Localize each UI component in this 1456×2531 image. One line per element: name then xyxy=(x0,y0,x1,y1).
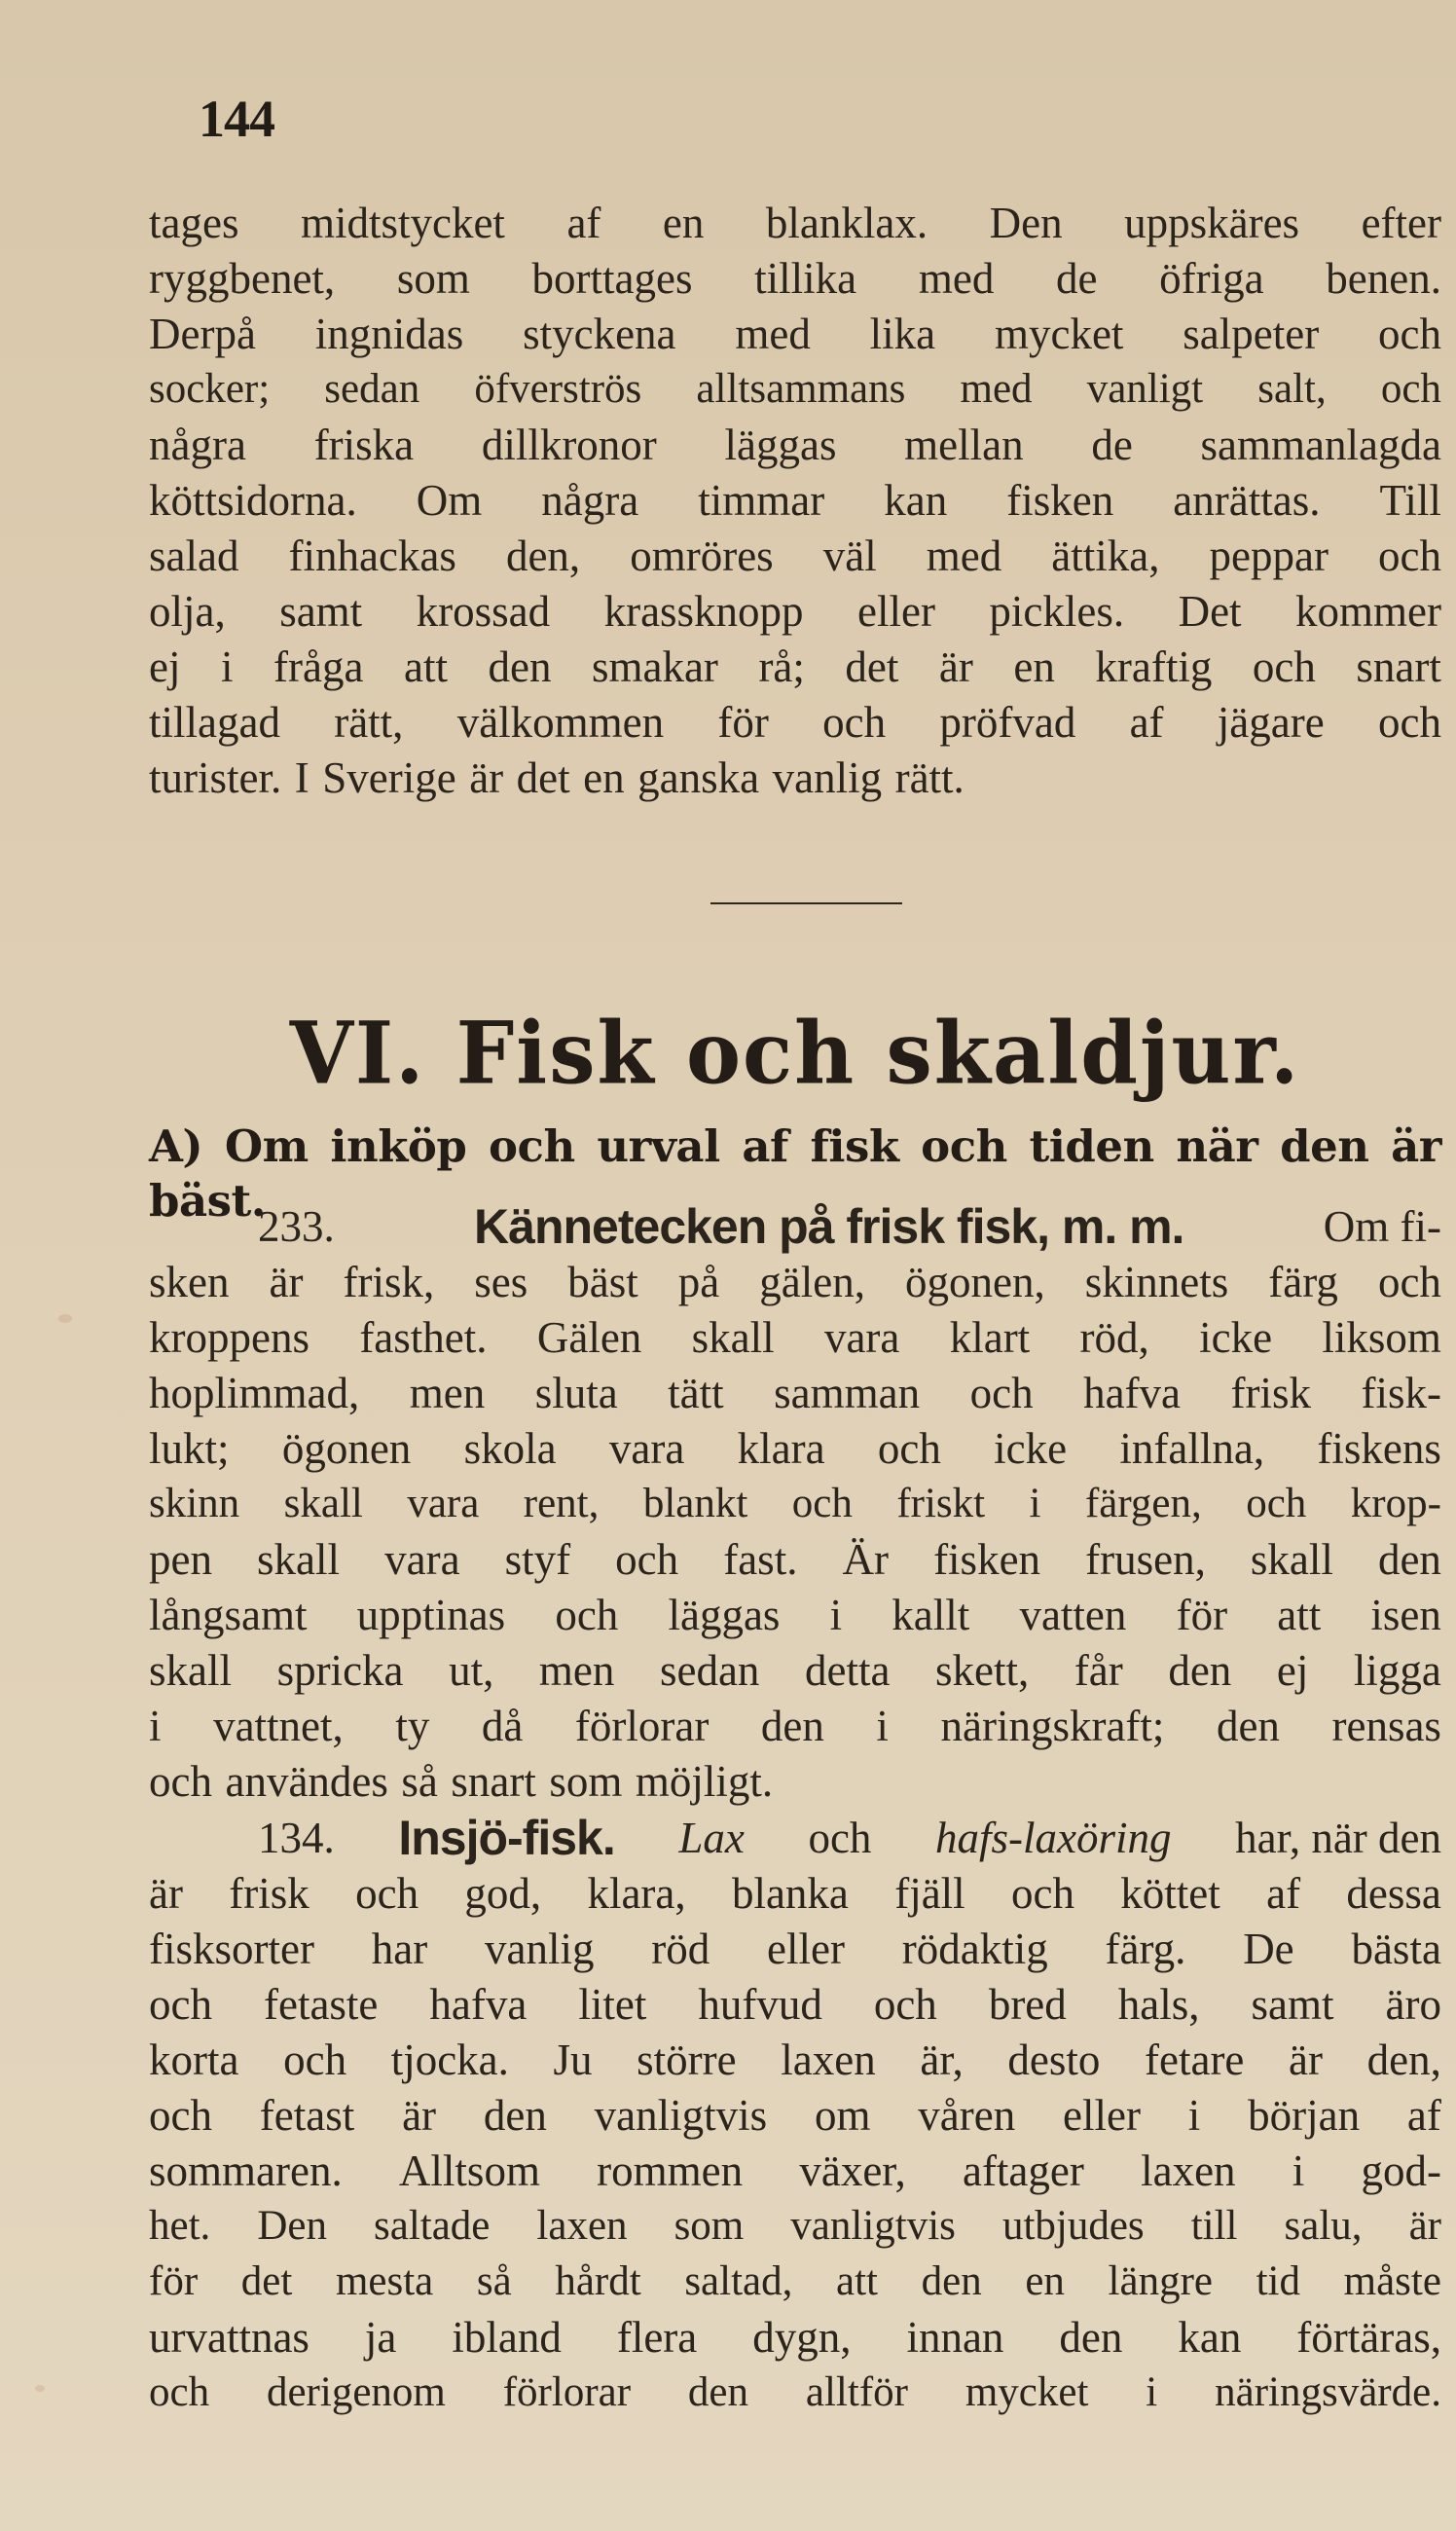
text-line: för det mesta så hårdt saltad, att den en längre tid måste xyxy=(149,2258,1441,2304)
text-fragment: och xyxy=(808,1814,872,1862)
recipe-number: 134. xyxy=(258,1814,335,1862)
section-divider-rule xyxy=(710,902,902,904)
text-line: kroppens fasthet. Gälen skall vara klart röd, icke liksom xyxy=(149,1313,1441,1362)
text-line: köttsidorna. Om några timmar kan fisken anrättas. Till xyxy=(149,476,1441,525)
text-line: ej i fråga att den smakar rå; det är en kraftig och snart xyxy=(149,642,1441,691)
text-line: några friska dillkronor läggas mellan de sammanlagda xyxy=(149,421,1441,469)
text-line: socker; sedan öfverströs alltsammans med vanligt salt, och xyxy=(149,366,1441,412)
chapter-title: VI. Fisk och skaldjur. xyxy=(289,1002,1301,1104)
text-line: och derigenom förlorar den alltför mycket i näringsvärde. xyxy=(149,2369,1441,2415)
page-number: 144 xyxy=(199,90,274,148)
text-line: och fetast är den vanligtvis om våren eller i början af xyxy=(149,2091,1441,2140)
text-line: hoplimmad, men sluta tätt samman och hafva frisk fisk- xyxy=(149,1369,1441,1417)
text-line: är frisk och god, klara, blanka fjäll och köttet af dessa xyxy=(149,1869,1441,1918)
text-line: het. Den saltade laxen som vanligtvis utbjudes till salu, är xyxy=(149,2203,1441,2249)
text-line: salad finhackas den, omröres väl med ättika, peppar och xyxy=(149,532,1441,580)
text-line: fisksorter har vanlig röd eller rödaktig färg. De bästa xyxy=(149,1925,1441,1973)
recipe-number: 233. xyxy=(258,1202,335,1251)
paper-stain xyxy=(58,1314,72,1323)
text-line: långsamt upptinas och läggas i kallt vatten för att isen xyxy=(149,1591,1441,1639)
recipe-heading: Insjö-fisk. xyxy=(398,1811,615,1865)
text-line: och användes så snart som möjligt. xyxy=(149,1757,774,1806)
paper-stain xyxy=(35,2385,45,2392)
recipe-heading-line xyxy=(258,1811,1441,1865)
italic-term: Lax xyxy=(678,1814,745,1862)
text-fragment: Om fi- xyxy=(1323,1202,1441,1251)
text-line: tillagad rätt, välkommen för och pröfvad af jägare och xyxy=(149,698,1441,747)
recipe-heading-line xyxy=(258,1199,1441,1254)
italic-term: hafs-laxöring xyxy=(935,1814,1172,1862)
text-line: skinn skall vara rent, blankt och friskt i färgen, och krop- xyxy=(149,1481,1441,1526)
text-line: och fetaste hafva litet hufvud och bred hals, samt äro xyxy=(149,1980,1441,2029)
text-line: korta och tjocka. Ju större laxen är, desto fetare är den, xyxy=(149,2036,1441,2084)
text-line: tages midtstycket af en blanklax. Den uppskäres efter xyxy=(149,199,1441,247)
text-line: Derpå ingnidas styckena med lika mycket salpeter och xyxy=(149,310,1441,358)
text-line: pen skall vara styf och fast. Är fisken frusen, skall den xyxy=(149,1535,1441,1584)
text-fragment: har, när den xyxy=(1235,1814,1441,1862)
section-title: A) Om inköp och urval af fisk och tiden när den är bäst. xyxy=(149,1120,1441,1227)
text-line: lukt; ögonen skola vara klara och icke infallna, fiskens xyxy=(149,1424,1441,1473)
text-line: sommaren. Alltsom rommen växer, aftager laxen i god- xyxy=(149,2146,1441,2195)
text-line: turister. I Sverige är det en ganska vanlig rätt. xyxy=(149,753,965,802)
text-line: i vattnet, ty då förlorar den i näringskraft; den rensas xyxy=(149,1702,1441,1750)
text-line: olja, samt krossad krassknopp eller pickles. Det kommer xyxy=(149,587,1441,636)
text-line: urvattnas ja ibland flera dygn, innan den kan förtäras, xyxy=(149,2313,1441,2362)
text-line: sken är frisk, ses bäst på gälen, ögonen, skinnets färg och xyxy=(149,1258,1441,1306)
text-line: ryggbenet, som borttages tillika med de öfriga benen. xyxy=(149,254,1441,303)
recipe-heading: Kännetecken på frisk fisk, m. m. xyxy=(474,1199,1184,1254)
text-line: skall spricka ut, men sedan detta skett, får den ej ligga xyxy=(149,1646,1441,1695)
